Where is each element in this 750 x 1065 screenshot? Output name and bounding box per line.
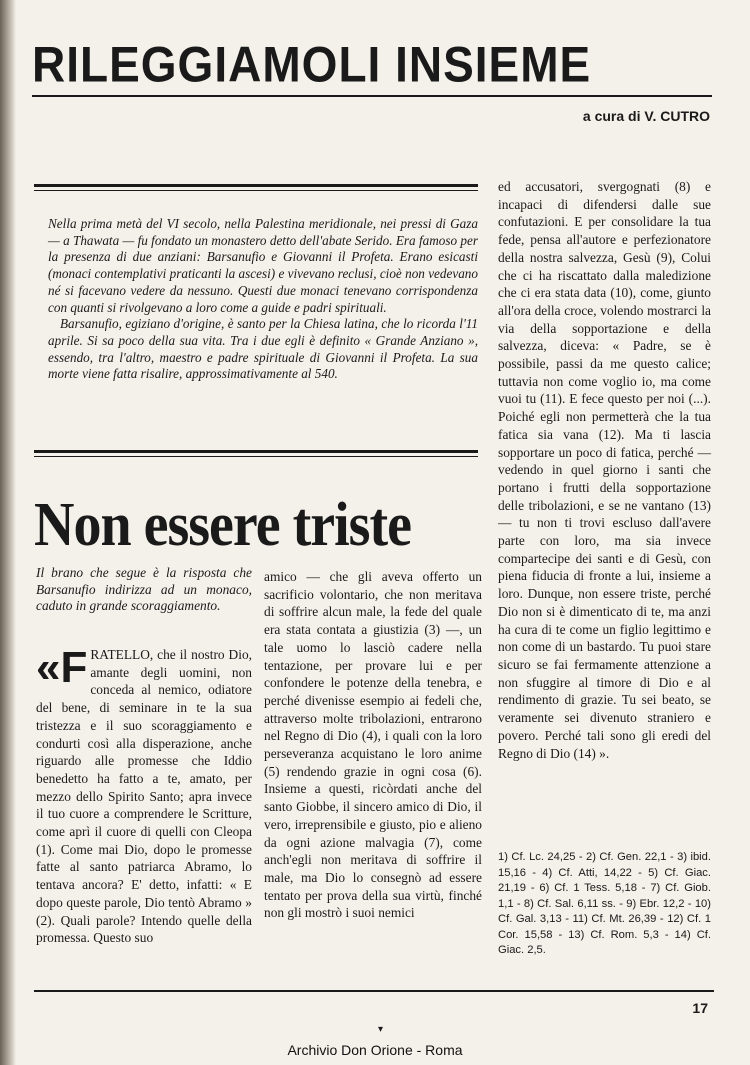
text-column-1 [36, 643, 252, 947]
intro-top-rule-thin [34, 190, 478, 191]
footer-rule [34, 990, 714, 992]
intro-top-rule [34, 184, 478, 187]
intro-box [48, 216, 478, 383]
intro-bottom-rule [34, 450, 478, 453]
intro-bottom-rule-thin [34, 456, 478, 457]
byline-prefix: a cura di [582, 108, 641, 124]
byline-author: V. CUTRO [644, 108, 710, 124]
article-lede: Il brano che segue è la risposta che Barsanufio indirizza ad un monaco, caduto in grande scoraggiamento. [36, 565, 252, 613]
intro-paragraph: Nella prima metà del VI secolo, nella Palestina meridionale, nei pressi di Gaza — a Thawata — fu fondato un monastero detto dell'abate Serido. Era famoso per la presenza di due anziani: Barsanufio e Giovanni il Profeta. Erano esicasti (monaci contemplativi praticanti la ascesi) e vivevano reclusi, cioè non vedevano né si facevano vedere da nessuno. Questi due monaci tenevano corrispondenza con quanti si rivolgevano a loro come a guide e padri spirituali. [48, 216, 478, 315]
section-header-title: RILEGGIAMOLI INSIEME [32, 36, 592, 93]
text-column-3: ed accusatori, svergognati (8) e incapaci di difendersi dalle sue confutazioni. E per consolidare la tua fede, pensa all'autore e perfezionatore della nostra salvezza, Gesù (9), Colui che ci ha riscattato dalla maledizione che ci era stata data (10), come, giunto all'ora della croce, volendo mostrarci la via della sopportazione e della salvezza, diceva: « Padre, se è possibile, passi da me questo calice; tuttavia non come voglio io, ma come vuoi tu (11). E fece questo per noi (...). Poiché egli non permetterà che la tua fatica sia vana (12). Ma ti lascia sopportare un poco di fatica, perché — vedendo in quel giorno i santi che portano i frutti della sopportazione delle tribolazioni, e se ne vantano (13) — tu non ti trovi escluso dall'avere parte con loro, ma sia invece compartecipe dei santi e di Gesù, con piena fiducia di fronte a lui, insieme a loro. Dunque, non essere triste, perché Dio non si è dimenticato di te, ma anzi ha cura di te come un figlio legittimo e non come di un bastardo. Tu puoi stare sicuro se fai fermamente attenzione a non sfuggire al timore di Dio e al rendimento di grazie. Tu sei beato, se veramente sei divenuto straniero e povero. Perché tali sono gli eredi del Regno di Dio (14) ». [498, 179, 711, 761]
header-rule [32, 95, 712, 97]
drop-cap: «F [36, 643, 88, 692]
column-text: RATELLO, che il nostro Dio, amante degli uomini, non conceda al nemico, odiatore del bene, di seminare in te la sua tristezza e il suo scoraggiamento e condurti così alla disperazione, anche riguardo alle promesse che Iddio benedetto ha fatto a te, amato, per mezzo dello Spirito Santo; apra invece il tuo cuore a comprendere le Scritture, come aprì il cuore di quelli con Cleopa (1). Come mai Dio, dopo le promesse fatte al santo patriarca Abramo, lo tentava ancora? E' detto, infatti: « E dopo queste parole, Dio tentò Abramo » (2). Quali parole? Intendo quelle della promessa. Questo suo [36, 647, 252, 946]
article-title: Non essere triste [34, 490, 411, 560]
page-spine-shadow [0, 0, 16, 1065]
text-column-2: amico — che gli aveva offerto un sacrificio volontario, che non meritava di soffrire alcun male, la fede del quale era stata contata a giustizia (3) —, un tale uomo lo lasciò cadere nella tentazione, per provare lui e per confondere le potenze della tenebra, e perché divenisse esempio ai fedeli che, attraverso molte tribolazioni, entrarono nel Regno di Dio (4), i quali con la loro perseveranza acquistano le loro anime (5) rendendo grazie in ogni cosa (6). Insieme a questi, ricòrdati anche del santo Giobbe, il sincero amico di Dio, il vero, irreprensibile e giusto, pio e alieno da ogni azione malvagia (7), come anch'egli non meritava di soffrire il male, ma Dio lo consegnò ad essere tentato per prova della sua virtù, finché non gli mostrò i suoi nemici [264, 569, 482, 921]
page-number: 17 [692, 1000, 708, 1016]
archive-watermark: Archivio Don Orione - Roma [287, 1042, 463, 1058]
print-mark-icon: ▾ [378, 1024, 384, 1035]
byline [520, 108, 710, 124]
footnotes: 1) Cf. Lc. 24,25 - 2) Cf. Gen. 22,1 - 3) ibid. 15,16 - 4) Cf. Atti, 14,22 - 5) Cf. Giac. 21,19 - 6) Cf. 1 Tess. 5,18 - 7) Cf. Giob. 1,1 - 8) Cf. Sal. 6,11 ss. - 9) Ebr. 12,2 - 10) Cf. Gal. 3,13 - 11) Cf. Mt. 26,39 - 12) Cf. 1 Cor. 15,58 - 13) Cf. Rom. 5,3 - 14) Cf. Giac. 2,5. [498, 851, 711, 956]
intro-paragraph: Barsanufio, egiziano d'origine, è santo per la Chiesa latina, che lo ricorda l'11 aprile. Si sa poco della sua vita. Tra i due egli è definito « Grande Anziano », essendo, tra l'altro, maestro e padre spirituale di Giovanni il Profeta. La sua morte viene fatta risalire, approssimativamente al 540. [48, 316, 478, 382]
